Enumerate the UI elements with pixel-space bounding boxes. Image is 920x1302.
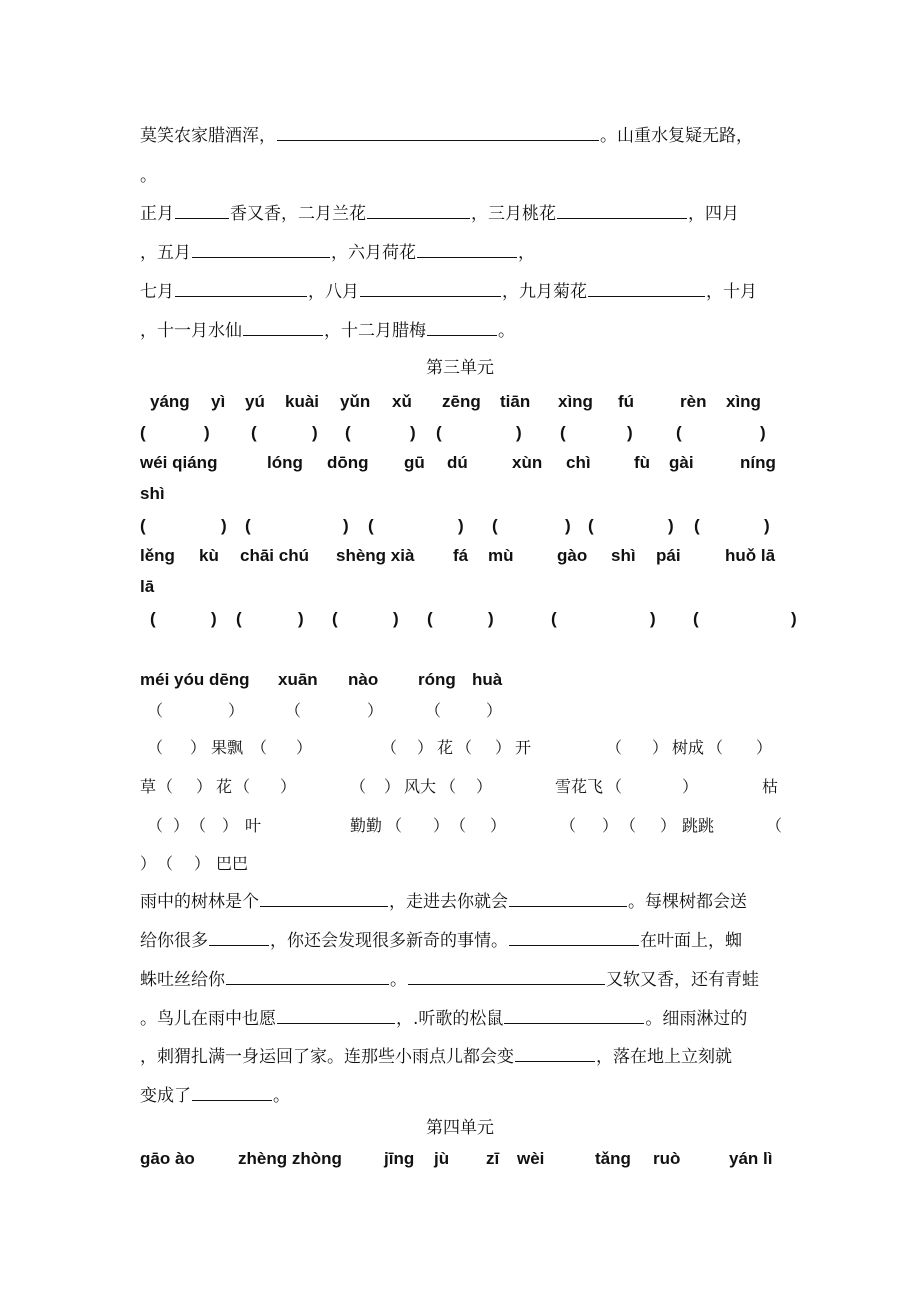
text: ，三月桃花 — [471, 204, 556, 224]
paren-open: （ — [456, 738, 473, 757]
pinyin: wéi qiáng — [140, 453, 218, 472]
pinyin: xǔ — [392, 392, 412, 411]
pinyin: rèn — [680, 392, 707, 411]
pinyin: méi yóu dēng — [140, 670, 250, 689]
pinyin: jù — [434, 1149, 450, 1168]
poem-line-5 — [140, 281, 757, 303]
text: 。 — [140, 166, 157, 186]
blank[interactable] — [192, 242, 330, 258]
paren-close: ) — [516, 423, 522, 442]
text: ，四月 — [688, 204, 739, 224]
pinyin: pái — [656, 546, 681, 565]
paren-open: （ — [234, 777, 251, 796]
blank[interactable] — [427, 320, 497, 336]
poem-line-3 — [140, 203, 739, 225]
blank[interactable] — [408, 969, 605, 985]
paren-close: ) — [410, 423, 416, 442]
pinyin: xìng — [558, 392, 593, 411]
pinyin: fù — [634, 453, 651, 472]
pinyin: lóng — [267, 453, 303, 472]
paren-close: ） — [140, 854, 157, 873]
paren-close: ) — [458, 516, 464, 535]
blank[interactable] — [509, 930, 639, 946]
paren-close: ) — [312, 423, 318, 442]
paren-close: ) — [760, 423, 766, 442]
paren-open: ( — [492, 516, 498, 535]
text: ， — [518, 243, 535, 263]
text: 又软又香，还有青蛙 — [606, 970, 759, 990]
para-line-1 — [140, 891, 747, 913]
paren-close: ） — [280, 777, 297, 796]
paren-open: ( — [694, 516, 700, 535]
word-text: 风大 — [404, 777, 437, 796]
para-line-4 — [140, 1008, 747, 1030]
blank[interactable] — [192, 1085, 272, 1101]
paren-open: ( — [345, 423, 351, 442]
pinyin: níng — [740, 453, 776, 472]
paren-close: ） — [222, 816, 239, 835]
paren-close: ) — [221, 516, 227, 535]
paren-close: ） — [495, 738, 512, 757]
blank[interactable] — [360, 281, 501, 297]
paren-close: ） — [190, 738, 207, 757]
pinyin: zēng — [442, 392, 481, 411]
pinyin: wèi — [517, 1149, 545, 1168]
text: 在叶面上，蜘 — [640, 931, 742, 951]
pinyin: shì — [140, 484, 165, 503]
text: ，你还会发现很多新奇的事情。 — [270, 931, 508, 951]
paren-open: （ — [425, 701, 442, 720]
paren-open: ( — [427, 609, 433, 628]
paren-close: ） — [194, 854, 211, 873]
paren-close: ） — [756, 738, 773, 757]
paren-open: ( — [140, 423, 146, 442]
paren-open: （ — [707, 738, 724, 757]
text: ，九月菊花 — [502, 282, 587, 302]
paren-close: ) — [211, 609, 217, 628]
para-line-2 — [140, 930, 742, 952]
pinyin: zhèng zhòng — [238, 1149, 342, 1168]
paren-open: （ — [386, 816, 403, 835]
pinyin: tǎng — [595, 1149, 631, 1168]
unit4-title: 第四单元 — [426, 1118, 494, 1138]
paren-open: （ — [606, 738, 623, 757]
paren-open: ( — [676, 423, 682, 442]
paren-close: ) — [298, 609, 304, 628]
blank[interactable] — [367, 203, 470, 219]
text: ，十二月腊梅 — [324, 321, 426, 341]
paren-close: ） — [660, 816, 677, 835]
text: ，落在地上立刻就 — [596, 1047, 732, 1067]
paren-close: ） — [196, 777, 213, 796]
para-line-3 — [140, 969, 759, 991]
paren-close: ) — [204, 423, 210, 442]
paren-open: ( — [551, 609, 557, 628]
paren-open: （ — [157, 777, 174, 796]
pinyin: huǒ lā — [725, 546, 776, 565]
poem-line-4 — [140, 242, 535, 264]
paren-open: （ — [766, 816, 783, 835]
poem-line-2 — [140, 165, 157, 187]
text: ，十月 — [706, 282, 757, 302]
pinyin: nào — [348, 670, 379, 689]
blank[interactable] — [515, 1046, 595, 1062]
paren-close: ） — [228, 701, 245, 720]
paren-open: （ — [285, 701, 302, 720]
paren-close: ) — [764, 516, 770, 535]
word-text: 树成 — [672, 738, 705, 757]
paren-open: （ — [381, 738, 398, 757]
word-text: 巴巴 — [216, 854, 249, 873]
pinyin: gài — [669, 453, 694, 472]
blank[interactable] — [277, 1008, 395, 1024]
pinyin: xùn — [512, 453, 543, 472]
paren-open: ( — [251, 423, 257, 442]
paren-open: ( — [245, 516, 251, 535]
para-line-6 — [140, 1085, 290, 1107]
text: ，八月 — [308, 282, 359, 302]
paren-open: ( — [332, 609, 338, 628]
paren-open: （ — [147, 701, 164, 720]
text: 给你很多 — [140, 931, 208, 951]
text: 。鸟儿在雨中也愿 — [140, 1009, 276, 1029]
paren-open: ( — [140, 516, 146, 535]
paren-open: ( — [436, 423, 442, 442]
paren-close: ） — [486, 701, 503, 720]
pinyin: huà — [472, 670, 503, 689]
blank[interactable] — [243, 320, 323, 336]
paren-open: （ — [620, 816, 637, 835]
text: 雨中的树林是个 — [140, 892, 259, 912]
pinyin: gāo ào — [140, 1149, 195, 1168]
text: 七月 — [140, 282, 174, 302]
word-text: 勤勤 — [350, 816, 383, 835]
text: ，走进去你就会 — [389, 892, 508, 912]
text: ，五月 — [140, 243, 191, 263]
paren-open: （ — [450, 816, 467, 835]
word-text: 枯 — [762, 777, 779, 796]
pinyin: chāi chú — [240, 546, 309, 565]
text: 。 — [273, 1086, 290, 1106]
blank[interactable] — [226, 969, 389, 985]
pinyin: yǔn — [340, 392, 371, 411]
pinyin: yì — [211, 392, 226, 411]
pinyin: dú — [447, 453, 468, 472]
pinyin: xìng — [726, 392, 761, 411]
word-text: 开 — [515, 738, 532, 757]
pinyin: dōng — [327, 453, 369, 472]
paren-close: ） — [296, 738, 313, 757]
paren-open: （ — [147, 816, 164, 835]
text: 莫笑农家腊酒浑， — [140, 126, 276, 146]
paren-open: （ — [606, 777, 623, 796]
pinyin: chì — [566, 453, 591, 472]
pinyin: zī — [486, 1149, 500, 1168]
text: 蛛吐丝给你 — [140, 970, 225, 990]
blank[interactable] — [417, 242, 517, 258]
pinyin: fú — [618, 392, 635, 411]
paren-close: ） — [173, 816, 190, 835]
pinyin: shì — [611, 546, 636, 565]
paren-open: （ — [147, 738, 164, 757]
blank[interactable] — [277, 125, 599, 141]
pinyin: gào — [557, 546, 588, 565]
paren-open: （ — [440, 777, 457, 796]
blank[interactable] — [175, 203, 229, 219]
word-text: 花 — [437, 738, 454, 757]
paren-close: ） — [682, 777, 699, 796]
paren-close: ） — [602, 816, 619, 835]
pinyin: shèng xià — [336, 546, 415, 565]
pinyin: mù — [488, 546, 514, 565]
paren-close: ) — [488, 609, 494, 628]
text: 香又香，二月兰花 — [230, 204, 366, 224]
pinyin: róng — [418, 670, 456, 689]
paren-close: ) — [668, 516, 674, 535]
text: 。 — [390, 970, 407, 990]
para-line-5 — [140, 1046, 732, 1068]
poem-line-1 — [140, 125, 753, 147]
paren-close: ） — [433, 816, 450, 835]
text: 。 — [498, 321, 515, 341]
paren-open: ( — [693, 609, 699, 628]
paren-open: ( — [368, 516, 374, 535]
text: 变成了 — [140, 1086, 191, 1106]
pinyin: yán lì — [729, 1149, 773, 1168]
pinyin: yáng — [150, 392, 190, 411]
blank[interactable] — [588, 281, 705, 297]
blank[interactable] — [504, 1008, 644, 1024]
paren-close: ） — [476, 777, 493, 796]
paren-close: ) — [650, 609, 656, 628]
pinyin: jīng — [384, 1149, 415, 1168]
text: 。细雨淋过的 — [645, 1009, 748, 1029]
paren-close: ) — [565, 516, 571, 535]
blank[interactable] — [557, 203, 687, 219]
paren-open: （ — [251, 738, 268, 757]
paren-close: ) — [393, 609, 399, 628]
blank[interactable] — [260, 891, 388, 907]
paren-close: ) — [791, 609, 797, 628]
word-text: 草 — [140, 777, 157, 796]
blank[interactable] — [509, 891, 627, 907]
paren-close: ） — [384, 777, 401, 796]
paren-open: （ — [350, 777, 367, 796]
text: ，刺猬扎满一身运回了家。连那些小雨点儿都会变 — [140, 1047, 514, 1067]
word-text: 叶 — [245, 816, 262, 835]
paren-close: ) — [627, 423, 633, 442]
text: ，十一月水仙 — [140, 321, 242, 341]
word-text: 雪花飞 — [555, 777, 604, 796]
pinyin: gū — [404, 453, 425, 472]
blank[interactable] — [175, 281, 307, 297]
blank[interactable] — [209, 930, 269, 946]
poem-line-6 — [140, 320, 515, 342]
pinyin: lā — [140, 577, 155, 596]
text: ，六月荷花 — [331, 243, 416, 263]
paren-open: ( — [236, 609, 242, 628]
word-text: 跳跳 — [682, 816, 715, 835]
paren-open: （ — [560, 816, 577, 835]
text: ，.听歌的松鼠 — [396, 1009, 504, 1029]
paren-open: ( — [560, 423, 566, 442]
text: 。每棵树都会送 — [628, 892, 747, 912]
pinyin: kuài — [285, 392, 320, 411]
word-text: 花 — [216, 777, 233, 796]
unit3-title: 第三单元 — [426, 358, 494, 378]
paren-close: ） — [367, 701, 384, 720]
pinyin: kù — [199, 546, 219, 565]
paren-close: ） — [652, 738, 669, 757]
pinyin: xuān — [278, 670, 318, 689]
paren-open: ( — [588, 516, 594, 535]
paren-close: ） — [490, 816, 507, 835]
paren-open: ( — [150, 609, 156, 628]
word-text: 果飘 — [211, 738, 244, 757]
paren-open: （ — [190, 816, 207, 835]
paren-close: ） — [417, 738, 434, 757]
text: 。山重水复疑无路， — [600, 126, 753, 146]
pinyin: ruò — [653, 1149, 681, 1168]
paren-open: （ — [157, 854, 174, 873]
pinyin: yú — [245, 392, 265, 411]
text: 正月 — [140, 204, 174, 224]
pinyin: fá — [453, 546, 469, 565]
pinyin: tiān — [500, 392, 531, 411]
pinyin: lěng — [140, 546, 175, 565]
paren-close: ) — [343, 516, 349, 535]
